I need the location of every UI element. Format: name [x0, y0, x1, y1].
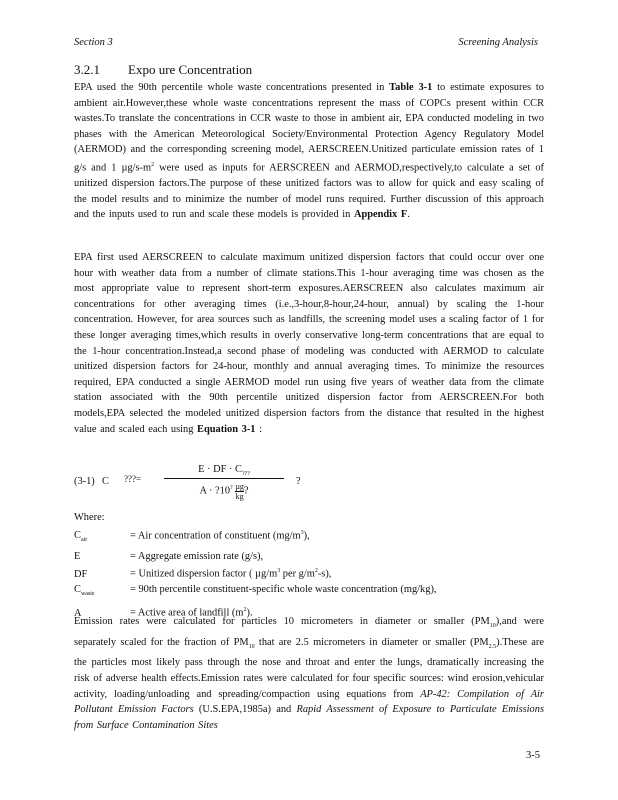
definition-text: = Active area of landfill (m: [130, 607, 244, 619]
definition-row: [74, 582, 544, 603]
para2-text-1: EPA first used AERSCREEN to calculate maximum unitized dispersion factors that could occur over one hour with weather data from a number of climate stations.This 1-hour averaging time was chosen as the most appropriate value to represent short-term exposures.AERSCREEN also calculates maximum air concentrations for other averaging times (i.e.,3-hour,8-hour,24-hour, annual) by scaling the 1-hour concentration. However, for area sources such as landfills, the screening model uses a scaling factor of 1 for these longer averaging times,which results in overly conservative long-term concentrations that are equal to the 1-hour concentration.Instead,a second phase of modeling was conducted with AERMOD to calculate unitized dispersion factors for 24-hour, monthly and annual averaging times. To minimize the resources required, EPA conducted a single AERMOD model run using five years of weather data from the climate station associated with the 90th percentile unitized dispersion factor from AERSCREEN.For both models,EPA selected the modeled unitized dispersion factors from the distance that resulted in the highest value and scaled each using: [74, 252, 544, 435]
definition-end: per g/m: [280, 568, 315, 580]
var-name: E: [74, 550, 81, 562]
variable-symbol: [74, 567, 130, 583]
definition-row: [74, 526, 544, 549]
variable-symbol: [74, 528, 130, 549]
equation-3-1: [74, 462, 334, 510]
equation-label: (3-1): [74, 476, 95, 487]
unit-denominator: kg: [235, 491, 244, 501]
rapid-assessment-citation: Rapid Assessment of Exposure to Particulate Emissions from Surface Contamination Sites: [74, 704, 544, 731]
var-name: A: [74, 607, 82, 619]
unit-numerator: µg: [235, 481, 244, 491]
definition-text: = Air concentration of constituent (mg/m: [130, 530, 301, 542]
page-number: 3-5: [526, 750, 540, 761]
numerator-text: E · DF · C: [198, 464, 242, 475]
section-heading: [74, 62, 252, 78]
paragraph-exposure-intro: [74, 80, 544, 223]
definition-text: = Aggregate emission rate (g/s),: [130, 550, 264, 562]
definition-end: ).: [246, 607, 253, 619]
equation-lhs-symbol: C: [102, 476, 109, 487]
denominator-sup: ?: [230, 485, 233, 491]
ap42-citation: AP-42: Compilation of Air Pollutant Emission Factors: [74, 688, 544, 716]
para1-text-4: .: [407, 209, 410, 221]
var-sub: air: [80, 537, 88, 544]
var-name: DF: [74, 568, 88, 580]
pm10-sub-2: 10: [248, 643, 255, 650]
equation-tail: ?: [296, 476, 301, 487]
equation-fraction: [154, 462, 294, 501]
definition-end: ),: [303, 530, 310, 542]
pm10-sub: 10: [489, 623, 496, 630]
equation-lhs: [102, 476, 109, 487]
equation-reference: Equation 3-1: [197, 423, 256, 435]
definition-text: = 90th percentile constituent-specific whole waste concentration (mg/kg),: [130, 584, 437, 596]
para1-text-3: were used as inputs for AERSCREEN and AERMOD,respectively,to calculate a set of unitized dispersion factors.The purpose of these unitized factors was to allow for quick and easy scaling of the model results and to minimize the number of model runs required. Further discussion of this approach and the inputs used to run and scale these models is provided in: [74, 162, 544, 221]
para1-text-2: to estimate exposures to ambient air.However,these whole waste concentrations represent the mass of COPCs present within CCR wastes.To translate the concentrations in CCR waste to those in ambient air, EPA conducted modeling in two phases with the American Meteorological Society/Environmental Protection Agency Regulatory Model (AERMOD) and the corresponding screening model, AERSCREEN.Unitized particulate emission rates of 1 g/s and 1 µg/s-m: [74, 82, 544, 174]
variable-symbol: [74, 549, 130, 565]
para3-text-2: ),and were separately scaled for the fraction of PM: [74, 616, 544, 648]
equals-sign: =: [135, 474, 142, 484]
paragraph-emission-rates: [74, 614, 544, 733]
definition-row: [74, 564, 544, 582]
definition-sup: 3: [277, 568, 281, 575]
denominator-tail: ?: [243, 485, 249, 497]
definition-sup-2: 2: [314, 568, 318, 575]
denominator-text: A · ?10: [199, 485, 231, 497]
equation-numerator: [154, 462, 294, 478]
definition-row: [74, 549, 544, 565]
running-header-section: Section 3: [74, 37, 113, 48]
appendix-reference: Appendix F: [353, 209, 408, 221]
definition-sup: 2: [243, 607, 247, 614]
equation-denominator: [154, 479, 294, 501]
equation-equals: [124, 474, 141, 484]
variable-symbol: [74, 582, 130, 603]
para3-text-4: ).These are the particles most likely pass through the nose and throat and enter the lungs, dramatically increasing the risk of adverse health effects.Emission rates were calculated for four specific sources: wind erosion,vehicular activity, loading/unloading and spreading/compaction using equations from: [74, 636, 544, 700]
table-reference: Table 3-1: [389, 82, 433, 93]
where-label: Where:: [74, 512, 105, 523]
para1-text-1: EPA used the 90th percentile whole waste concentrations presented in: [74, 82, 390, 93]
variable-definitions: [74, 510, 544, 621]
pm25-sub: 2.5: [488, 643, 497, 650]
definition-end-2: -s),: [317, 568, 332, 580]
para3-text-3: that are 2.5 micrometers in diameter or smaller (PM: [254, 636, 489, 648]
section-title: Expo ure Concentration: [128, 62, 253, 77]
para2-text-2: :: [259, 423, 262, 435]
running-header-title: Screening Analysis: [458, 37, 538, 48]
paragraph-aerscreen: [74, 250, 544, 437]
numerator-sub: ???: [241, 471, 250, 478]
definition-sup: 3: [300, 529, 304, 536]
section-number: 3.2.1: [74, 62, 100, 77]
superscript-2: 2: [151, 161, 155, 168]
equation-lhs-sub: ???: [124, 474, 136, 484]
var-name: C: [74, 584, 81, 596]
unit-fraction: [235, 482, 244, 501]
para3-text-5: (U.S.EPA,1985a) and: [193, 704, 297, 716]
var-name: C: [74, 530, 81, 542]
var-sub: waste: [80, 591, 95, 598]
para3-text-1: Emission rates were calculated for particles 10 micrometers in diameter or smaller (PM: [74, 616, 490, 627]
definition-text: = Unitized dispersion factor ( µg/m: [130, 568, 278, 580]
